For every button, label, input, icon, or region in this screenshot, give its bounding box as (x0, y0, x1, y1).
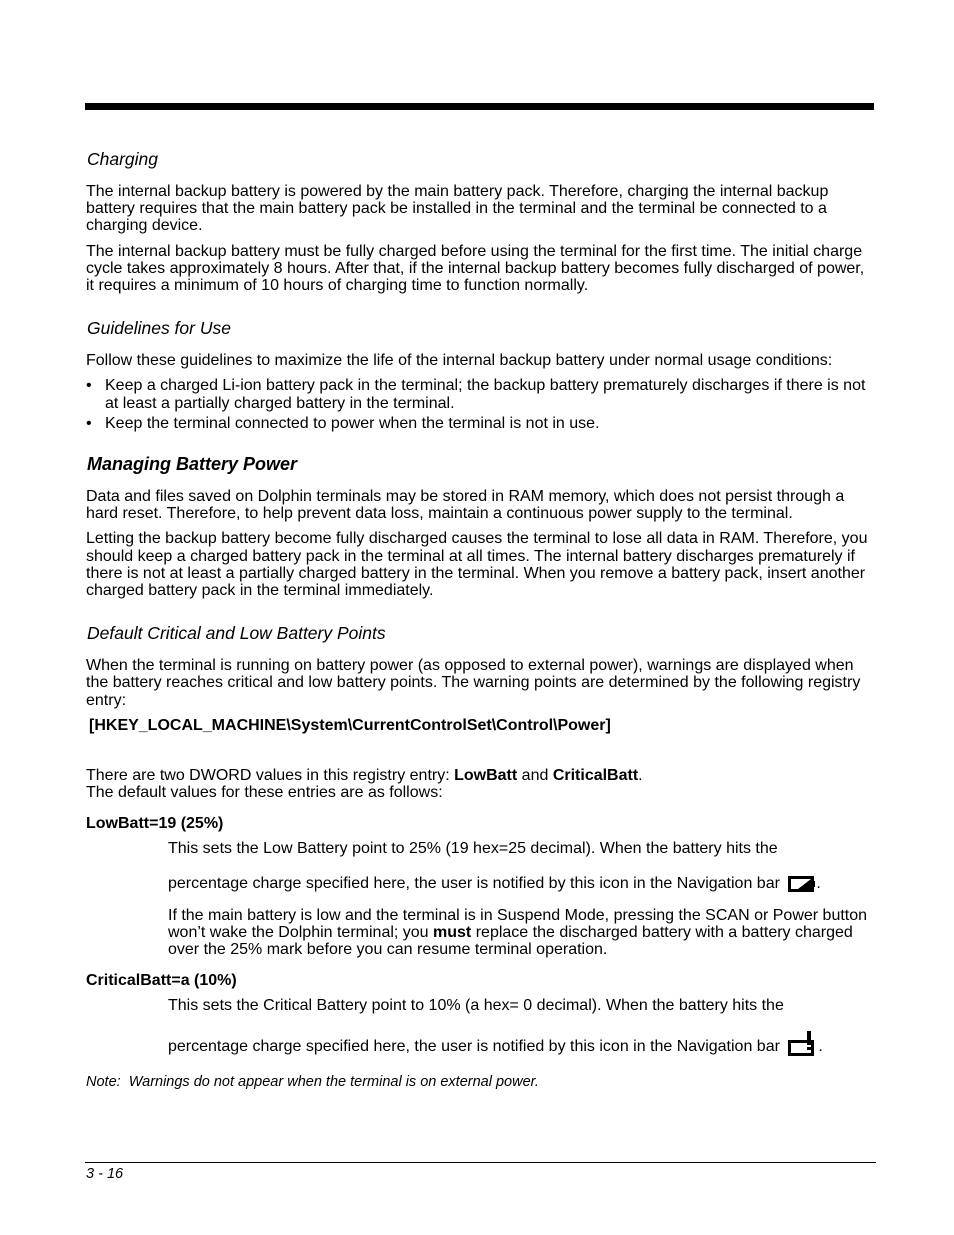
suspend-must: must (433, 923, 472, 941)
dword-and: and (517, 766, 553, 784)
guidelines-heading: Guidelines for Use (87, 318, 231, 339)
list-item-text: Keep a charged Li-ion battery pack in the terminal; the backup battery prematurely discharges if there is not at least a partially charged battery in the terminal. (105, 377, 866, 412)
note-label: Note: (86, 1073, 121, 1090)
charging-paragraph-1: The internal backup battery is powered by the main battery pack. Therefore, charging the internal backup battery requires that the main battery pack be installed in the terminal and the terminal be connected to a charging device. (86, 183, 829, 235)
defaults-heading: Default Critical and Low Battery Points (87, 623, 386, 644)
managing-heading: Managing Battery Power (87, 454, 298, 475)
dword-paragraph (86, 767, 870, 801)
low-battery-icon (788, 874, 816, 898)
bullet-symbol: • (86, 377, 92, 395)
defaults-paragraph: When the terminal is running on battery power (as opposed to external power), warnings are displayed when the battery reaches critical and low battery points. The warning points are determined by the following registry entry: (86, 657, 861, 709)
dword-lowbatt: LowBatt (454, 766, 518, 784)
suspend-text: If the main battery is low and the terminal is in Suspend Mode, pressing the SCAN or Power button won’t wake the Dolphin terminal; you (168, 906, 868, 941)
lowbatt-line-2-text: percentage charge specified here, the user is notified by this icon in the Navigation bar (168, 875, 780, 893)
dword-period: . (638, 766, 643, 784)
page-number: 3 - 16 (86, 1166, 124, 1182)
bullet-symbol: • (86, 414, 92, 432)
criticalbatt-description (168, 997, 870, 1061)
criticalbatt-label: CriticalBatt=a (10%) (86, 972, 237, 990)
criticalbatt-line-1: This sets the Critical Battery point to 10% (a hex= 0 decimal). When the battery hits the (168, 997, 784, 1015)
charging-paragraph-2: The internal backup battery must be fully charged before using the terminal for the first time. The initial charge cycle takes approximately 8 hours. After that, if the internal backup battery becomes fully discharged of power, it requires a minimum of 10 hours of charging time to function normally. (86, 242, 865, 295)
criticalbatt-line-2-text: percentage charge specified here, the user is notified by this icon in the Navigation bar (168, 1038, 780, 1056)
managing-paragraph-2: Letting the backup battery become fully discharged causes the terminal to lose all data in RAM. Therefore, you should keep a charged battery pack in the terminal at all times. The internal battery discharges prematurely if there is not at least a partially charged battery in the terminal. When you remove a battery pack, insert another charged battery pack in the terminal immediately. (86, 530, 868, 600)
note (86, 1074, 870, 1091)
page-content (86, 148, 870, 1091)
header-rule (85, 103, 874, 110)
lowbatt-line-2 (168, 874, 870, 898)
charging-heading: Charging (87, 149, 159, 169)
list-item (86, 377, 870, 411)
dword-text: There are two DWORD values in this registry entry: (86, 766, 455, 784)
suspend-text-end: replace the discharged battery with a battery charged over the 25% mark before you can resume terminal operation. (168, 923, 853, 959)
managing-paragraph-1: Data and files saved on Dolphin terminals may be stored in RAM memory, which does not persist through a hard reset. Therefore, to help prevent data loss, maintain a continuous power supply to the terminal. (86, 488, 845, 523)
note-text: Warnings do not appear when the terminal is on external power. (128, 1073, 539, 1090)
lowbatt-description (168, 840, 870, 958)
lowbatt-line-1: This sets the Low Battery point to 25% (19 hex=25 decimal). When the battery hits the (168, 840, 778, 858)
list-item-text: Keep the terminal connected to power when the terminal is not in use. (105, 414, 600, 432)
guidelines-list (86, 377, 870, 432)
critical-battery-icon (788, 1031, 818, 1061)
dword-criticalbatt: CriticalBatt (552, 766, 639, 784)
lowbatt-label: LowBatt=19 (25%) (86, 815, 224, 833)
period: . (816, 875, 821, 893)
dword-line-2: The default values for these entries are as follows: (86, 784, 443, 802)
registry-key: [HKEY_LOCAL_MACHINE\System\CurrentControlSet\Control\Power] (89, 716, 611, 734)
list-item (86, 415, 870, 432)
guidelines-intro: Follow these guidelines to maximize the life of the internal backup battery under normal usage conditions: (86, 352, 833, 370)
lowbatt-suspend-paragraph (168, 907, 870, 959)
period: . (818, 1038, 823, 1056)
criticalbatt-line-2 (168, 1031, 870, 1061)
footer-rule (85, 1162, 876, 1163)
